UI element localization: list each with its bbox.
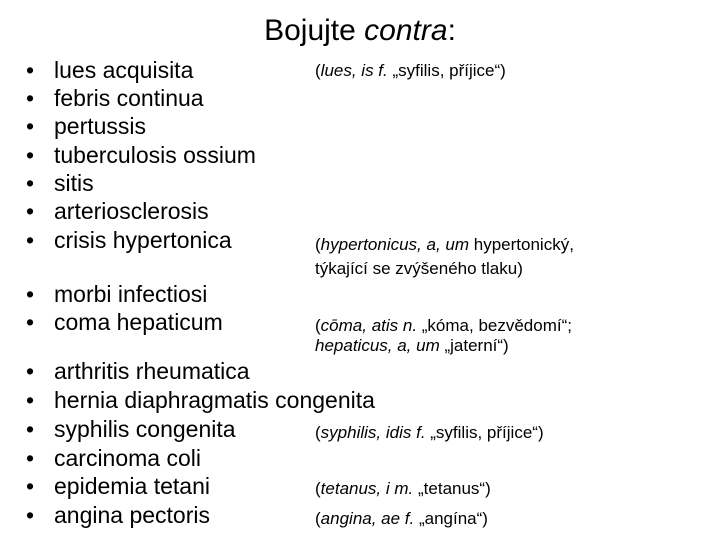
note-coma: (cōma, atis n. „kóma, bezvědomí“; xyxy=(315,316,572,335)
note-coma-line2: hepaticus, a, um „jaterní“) xyxy=(315,336,509,355)
term-item: • arteriosclerosis xyxy=(26,198,209,224)
note-hypertonicus: (hypertonicus, a, um hypertonický, xyxy=(315,235,574,254)
note-lues: (lues, is f. „syfilis, příjice“) xyxy=(315,61,506,80)
note-angina: (angina, ae f. „angína“) xyxy=(315,509,488,528)
bullet-icon: • xyxy=(26,281,35,307)
term-item: • sitis xyxy=(26,170,94,196)
term-item: • angina pectoris xyxy=(26,502,210,528)
bullet-icon: • xyxy=(26,227,35,253)
term-item: • coma hepaticum xyxy=(26,309,223,335)
term-item: • syphilis congenita xyxy=(26,416,236,442)
note-tetanus: (tetanus, i m. „tetanus“) xyxy=(315,479,491,498)
bullet-icon: • xyxy=(26,387,35,413)
term-item: • carcinoma coli xyxy=(26,445,201,471)
bullet-icon: • xyxy=(26,309,35,335)
term-item: • epidemia tetani xyxy=(26,473,210,499)
term-item: • morbi infectiosi xyxy=(26,281,208,307)
note-syphilis: (syphilis, idis f. „syfilis, příjice“) xyxy=(315,423,544,442)
term-item: • febris continua xyxy=(26,85,204,111)
bullet-icon: • xyxy=(26,142,35,168)
term-item: • pertussis xyxy=(26,113,147,139)
note-hypertonicus-line2: týkající se zvýšeného tlaku) xyxy=(315,259,523,278)
bullet-icon: • xyxy=(26,170,35,196)
term-item: • lues acquisita xyxy=(26,57,194,83)
term-item: • tuberculosis ossium xyxy=(26,142,256,168)
page-title: Bojujte contra: xyxy=(264,14,456,47)
bullet-icon: • xyxy=(26,416,35,442)
bullet-icon: • xyxy=(26,358,35,384)
bullet-icon: • xyxy=(26,473,35,499)
bullet-icon: • xyxy=(26,113,35,139)
term-item: • crisis hypertonica xyxy=(26,227,232,253)
bullet-icon: • xyxy=(26,57,35,83)
term-item: • hernia diaphragmatis congenita xyxy=(26,387,375,413)
bullet-icon: • xyxy=(26,198,35,224)
bullet-icon: • xyxy=(26,85,35,111)
bullet-icon: • xyxy=(26,502,35,528)
term-item: • arthritis rheumatica xyxy=(26,358,250,384)
bullet-icon: • xyxy=(26,445,35,471)
